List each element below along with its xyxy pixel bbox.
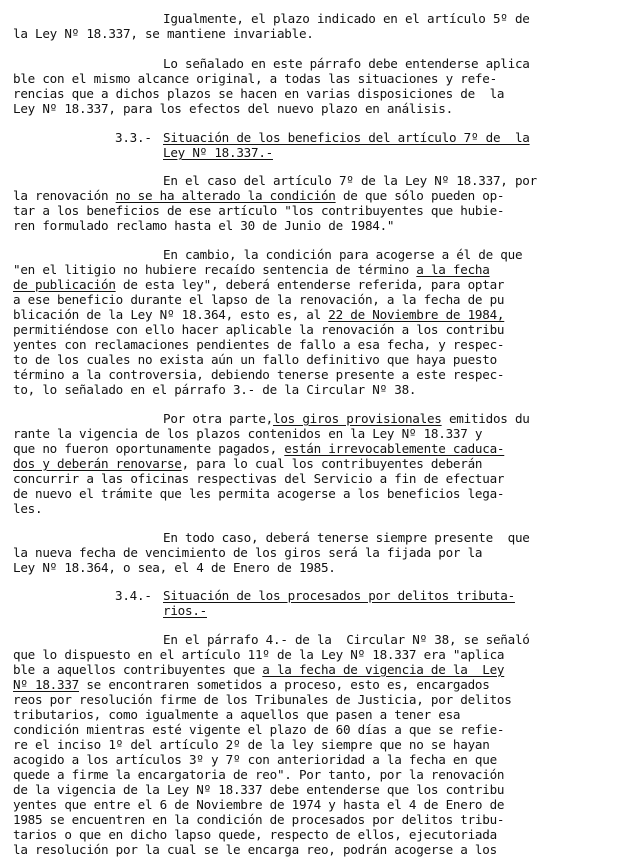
text-line: En el párrafo 4.- de la Circular Nº 38, se señaló xyxy=(163,632,530,647)
text-line: Ley Nº 18.364, o sea, el 4 de Enero de 1985. xyxy=(13,560,336,575)
text-line: quede a firme la encargatoria de reo". Por tanto, por la renovación xyxy=(13,767,505,782)
text-line xyxy=(13,677,490,692)
text-line xyxy=(13,262,490,277)
underlined-text: de publicación xyxy=(13,277,116,292)
text-line: acogido a los artículos 3º y 7º con anterioridad a la fecha en que xyxy=(13,752,497,767)
text-line: tarios o que en dicho lapso quede, respecto de ellos, ejecutoriada xyxy=(13,827,497,842)
text-line: condición mientras esté vigente el plazo de 60 días a que se refie- xyxy=(13,722,505,737)
underlined-text: a la fecha xyxy=(416,262,490,277)
section-number: 3.4.- xyxy=(115,588,152,603)
text-line: de la vigencia de la Ley Nº 18.337 debe entenderse que los contribu xyxy=(13,782,505,797)
text-line: a ese beneficio durante el lapso de la renovación, a la fecha de pu xyxy=(13,292,505,307)
text-run: de que sólo pueden op- xyxy=(335,188,505,203)
text-line xyxy=(13,188,504,203)
section-title xyxy=(163,145,273,160)
underlined-text: no se ha alterado la condición xyxy=(115,188,336,203)
text-run: de esta ley", deberá entenderse referida, para optar xyxy=(115,277,505,292)
text-line: re el inciso 1º del artículo 2º de la ley siempre que no se hayan xyxy=(13,737,490,752)
text-line xyxy=(13,441,504,456)
text-run: blicación de la Ley Nº 18.364, esto es, al xyxy=(13,307,329,322)
text-line xyxy=(163,411,530,426)
text-line: Igualmente, el plazo indicado en el artículo 5º de xyxy=(163,11,530,26)
text-line: Ley Nº 18.337, para los efectos del nuevo plazo en análisis. xyxy=(13,101,453,116)
text-run: "en el litigio no hubiere recaído sentencia de término xyxy=(13,262,417,277)
text-line: En todo caso, deberá tenerse siempre presente que xyxy=(163,530,530,545)
text-line: ble con el mismo alcance original, a todas las situaciones y refe- xyxy=(13,71,497,86)
text-line xyxy=(13,277,504,292)
text-run: emitidos du xyxy=(441,411,530,426)
section-title: Situación de los procesados por delitos tributa- xyxy=(163,588,515,603)
text-line: que lo dispuesto en el artículo 11º de la Ley Nº 18.337 era "aplica xyxy=(13,647,505,662)
text-line: de nuevo el trámite que les permita acogerse a los beneficios lega- xyxy=(13,486,505,501)
text-line: to de los cuales no exista aún un fallo definitivo que haya puesto xyxy=(13,352,497,367)
underlined-text: los giros provisionales xyxy=(272,411,442,426)
text-line: rante la vigencia de los plazos contenidos en la Ley Nº 18.337 y xyxy=(13,426,483,441)
text-run: Por otra parte, xyxy=(163,411,273,426)
text-line: to, lo señalado en el párrafo 3.- de la Circular Nº 38. xyxy=(13,382,417,397)
underlined-text: 22 de Noviembre de 1984, xyxy=(328,307,505,322)
text-line: tributarios, como igualmente a aquellos que pasen a tener esa xyxy=(13,707,461,722)
section-title: Situación de los beneficios del artículo 7º de la xyxy=(163,130,530,145)
text-line: ren formulado reclamo hasta el 30 de Junio de 1984." xyxy=(13,218,395,233)
text-run: ble a aquellos contribuyentes que xyxy=(13,662,263,677)
text-line: permitiéndose con ello hacer aplicable la renovación a los contribu xyxy=(13,322,505,337)
underlined-text: Nº 18.337 xyxy=(13,677,79,692)
text-line: rencias que a dichos plazos se hacen en varias disposiciones de la xyxy=(13,86,505,101)
text-run: se encontraren sometidos a proceso, esto es, encargados xyxy=(79,677,490,692)
text-line: la resolución por la cual se le encarga reo, podrán acogerse a los xyxy=(13,842,497,857)
text-run: , para lo cual los contribuyentes deberán xyxy=(181,456,483,471)
text-line: 1985 se encuentren en la condición de procesados por delitos tribu- xyxy=(13,812,505,827)
underlined-text: a la fecha de vigencia de la Ley xyxy=(262,662,505,677)
text-line: tar a los beneficios de ese artículo "los contribuyentes que hubie- xyxy=(13,203,505,218)
text-line: En el caso del artículo 7º de la Ley Nº 18.337, por xyxy=(163,173,537,188)
text-line: reos por resolución firme de los Tribunales de Justicia, por delitos xyxy=(13,692,512,707)
text-line: les. xyxy=(13,501,43,516)
text-line: Lo señalado en este párrafo debe entenderse aplica xyxy=(163,56,530,71)
underlined-text: dos y deberán renovarse xyxy=(13,456,182,471)
text-line: la Ley Nº 18.337, se mantiene invariable. xyxy=(13,26,314,41)
section-number: 3.3.- xyxy=(115,130,152,145)
section-title xyxy=(163,603,207,618)
text-line: yentes que entre el 6 de Noviembre de 1974 y hasta el 4 de Enero de xyxy=(13,797,505,812)
text-run: que no fueron oportunamente pagados, xyxy=(13,441,285,456)
text-line: término a la controversia, debiendo tenerse presente a este respec- xyxy=(13,367,505,382)
text-line xyxy=(13,662,504,677)
text-line: yentes con reclamaciones pendientes de fallo a esa fecha, y respec- xyxy=(13,337,505,352)
text-line: concurrir a las oficinas respectivas del Servicio a fin de efectuar xyxy=(13,471,505,486)
text-line xyxy=(13,307,504,322)
section-title-underlined: rios.- xyxy=(163,603,207,618)
text-line: En cambio, la condición para acogerse a él de que xyxy=(163,247,523,262)
text-run: la renovación xyxy=(13,188,116,203)
text-line: la nueva fecha de vencimiento de los giros será la fijada por la xyxy=(13,545,483,560)
section-title-underlined: Ley Nº 18.337.- xyxy=(163,145,273,160)
text-line xyxy=(13,456,482,471)
underlined-text: están irrevocablemente caduca- xyxy=(284,441,505,456)
